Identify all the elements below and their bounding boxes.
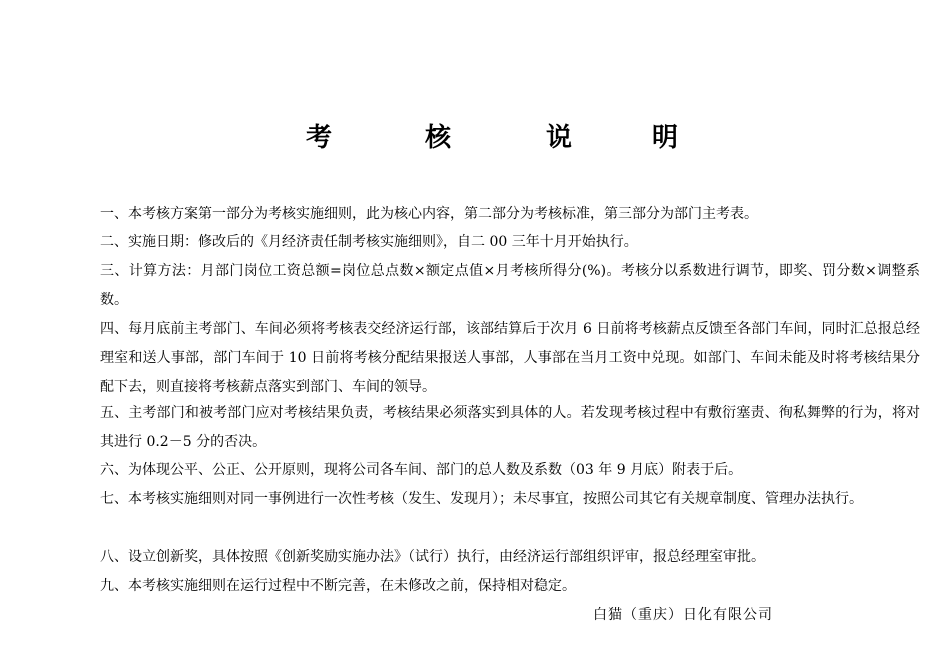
paragraph-8: 八、设立创新奖，具体按照《创新奖励实施办法》（试行）执行，由经济运行部组织评审，报总经理室审批。: [100, 549, 765, 565]
paragraph-7: 七、本考核实施细则对同一事例进行一次性考核（发生、发现月）；未尽事宜，按照公司其它有关规章制度、管理办法执行。: [100, 491, 863, 507]
paragraph-6: 六、为体现公平、公正、公开原则，现将公司各车间、部门的总人数及系数（03 年 9 月底）附表于后。: [100, 462, 743, 478]
paragraph-1: 一、本考核方案第一部分为考核实施细则，此为核心内容，第二部分为考核标准，第三部分为部门主考表。: [100, 206, 758, 222]
paragraph-2: 二、实施日期：修改后的《月经济责任制考核实施细则》，自二 00 三年十月开始执行。: [100, 234, 638, 250]
title-char: 说: [546, 123, 573, 153]
title-char: 明: [652, 123, 679, 153]
paragraph-9: 九、本考核实施细则在运行过程中不断完善，在未修改之前，保持相对稳定。: [100, 578, 576, 594]
paragraph-5: 五、主考部门和被考部门应对考核结果负责，考核结果必须落实到具体的人。若发现考核过程中有敷衍塞责、徇私舞弊的行为，将对其进行 0.2－5 分的否决。: [100, 405, 920, 450]
paragraph-3: 三、计算方法：月部门岗位工资总额=岗位总点数×额定点值×月考核所得分(%)。考核分以系数进行调节，即奖、罚分数×调整系数。: [100, 263, 920, 308]
title-char: 核: [425, 123, 452, 153]
title-char: 考: [306, 123, 333, 153]
paragraph-4: 四、每月底前主考部门、车间必须将考核表交经济运行部，该部结算后于次月 6 日前将考核薪点反馈至各部门车间，同时汇总报总经理室和送人事部，部门车间于 10 日前将考核分配结果报送人事部，人事部在当月工资中兑现。如部门、车间未能及时将考核结果分配下去，则直接将考核薪点落实到部门、车间的领导。: [100, 321, 920, 395]
company-signature: 白猫（重庆）日化有限公司: [593, 607, 773, 623]
document-title: [0, 120, 950, 160]
